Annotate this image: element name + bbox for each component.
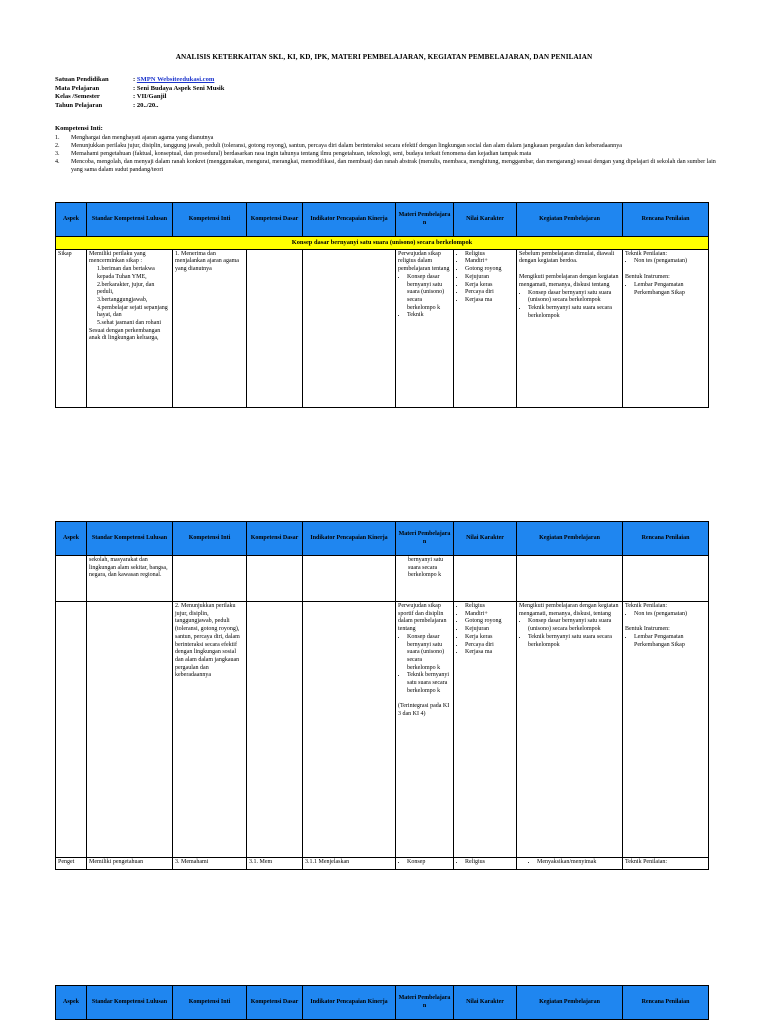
- col-header-penilaian: Rencana Penilaian: [623, 986, 709, 1020]
- identity-row: [55, 93, 224, 102]
- cell-ki: 3. Memahami: [173, 858, 247, 870]
- identity-row: Satuan Pendidikan : SMPN Websiteedukasi.com: [55, 76, 215, 83]
- cell-penilaian: [623, 556, 709, 602]
- col-header-penilaian: Rencana Penilaian: [623, 203, 709, 237]
- col-header-ipk: Indikator Pencapaian Kinerja: [303, 522, 396, 556]
- col-header-kd: Kompetensi Dasar: [247, 986, 303, 1020]
- identity-row: [55, 102, 224, 111]
- table-header-row: [56, 986, 709, 1020]
- col-header-penilaian: Rencana Penilaian: [623, 522, 709, 556]
- col-header-nilai: Nilai Karakter: [454, 522, 517, 556]
- cell-ipk: [303, 556, 396, 602]
- analysis-table-1: [55, 202, 709, 408]
- cell-kd: [247, 602, 303, 858]
- topic-band: Konsep dasar bernyanyi satu suara (unisono) secara berkelompok: [56, 237, 709, 250]
- col-header-kd: Kompetensi Dasar: [247, 522, 303, 556]
- identity-value: : Seni Budaya Aspek Seni Musik: [133, 84, 225, 92]
- col-header-materi: Materi Pembelajara n: [396, 522, 454, 556]
- identity-value: : 20../20..: [133, 102, 159, 110]
- cell-nilai: • Religius • Mandiri+ • Gotong royong • Kejujuran • Kerja keras • Percaya diri • Kerjasa ma: [454, 602, 517, 858]
- document-title: ANALISIS KETERKAITAN SKL, KI, KD, IPK, MATERI PEMBELAJARAN, KEGIATAN PEMBELAJARAN, DAN PENILAIAN: [175, 53, 593, 61]
- ki-item: 2. Menunjukkan perilaku jujur, disiplin, tanggung jawab, peduli (toleransi, gotong royong), santun, percaya diri dalam berinteraksi secara efektif dengan lingkungan social dan alam dalam jangkauan pergaulan dan keberadaannya: [55, 143, 622, 149]
- cell-kegiatan: Sebelum pembelajaran dimulai, diawali dengan kegiatan berdoa. Mengikuti pembelajaran dengan kegiatan mengamati, menanya, diskusi tentang • Konsep dasar bernyanyi satu suara (unisono) secara berkelompok • Teknik bernyanyi satu suara secara berkelompok: [517, 249, 623, 407]
- cell-materi: Perwujudan sikap sportif dan disiplin dalam pembelajaran tentang • Konsep dasar bernyanyi satu suara (unisono) secara berkelompo k • Teknik bernyanyi satu suara secara berkelompo k (Terintegrasi pada KI 3 dan KI 4): [396, 602, 454, 858]
- identity-key: Mata Pelajaran: [55, 84, 100, 92]
- topic-band-row: [56, 237, 709, 250]
- cell-ipk: [303, 249, 396, 407]
- cell-skl: Memiliki perilaku yang mencerminkan sikap : 1.beriman dan bertakwa kepada Tuhan YME, 2.berkarakter, jujur, dan peduli, 3.bertanggungjawab, 4.pembelajar sejati sepanjang hayat, dan 5.sehat jasmani dan rohani Sesuai dengan perkembangan anak di lingkungan keluarga,: [87, 249, 173, 407]
- cell-penilaian: Teknik Penilaian:: [623, 858, 709, 870]
- col-header-materi: Materi Pembelajara n: [396, 203, 454, 237]
- table-header-row: [56, 522, 709, 556]
- identity-row: [55, 85, 224, 94]
- col-header-skl: Standar Kompetensi Lulusan: [87, 986, 173, 1020]
- identity-key: Kelas /Semester: [55, 93, 100, 101]
- identity-key: Tahun Pelajaran: [55, 102, 103, 110]
- col-header-kd: Kompetensi Dasar: [247, 203, 303, 237]
- table-row: [56, 602, 709, 858]
- ki-list: [55, 134, 727, 174]
- cell-ki: 1. Menerima dan menjalankan ajaran agama yang dianutnya: [173, 249, 247, 407]
- cell-penilaian: Teknik Penilaian: • Non tes (pengamatan) Bentuk Instrumen: • Lembar Pengamatan Perkembangan Sikap: [623, 249, 709, 407]
- cell-materi: Perwujudan sikap religius dalam pembelajaran tentang • Konsep dasar bernyanyi satu suara (unisono) secara berkelompo k • Teknik: [396, 249, 454, 407]
- col-header-skl: Standar Kompetensi Lulusan: [87, 203, 173, 237]
- identity-block: [55, 76, 224, 111]
- cell-materi: • Konsep: [396, 858, 454, 870]
- cell-kegiatan: [517, 556, 623, 602]
- col-header-materi: Materi Pembelajara n: [396, 986, 454, 1020]
- cell-aspek: [56, 556, 87, 602]
- col-header-nilai: Nilai Karakter: [454, 203, 517, 237]
- school-link[interactable]: SMPN Websiteedukasi.com: [136, 76, 215, 83]
- cell-penilaian: Teknik Penilaian: • Non tes (pengamatan) Bentuk Instrumen: • Lembar Pengamatan Perkembangan Sikap: [623, 602, 709, 858]
- ki-heading: Kompetensi Inti:: [55, 125, 103, 132]
- col-header-kegiatan: Kegiatan Pembelajaran: [517, 522, 623, 556]
- table-header-row: [56, 203, 709, 237]
- cell-aspek: Sikap: [56, 249, 87, 407]
- table-row: [56, 249, 709, 407]
- analysis-table-2: [55, 521, 709, 870]
- identity-key: Satuan Pendidikan: [55, 76, 109, 83]
- identity-value: : VII/Ganjil: [133, 93, 167, 101]
- ki-item: 1. Menghargai dan menghayati ajaran agama yang dianutnya: [55, 135, 214, 141]
- col-header-aspek: Aspek: [56, 203, 87, 237]
- cell-nilai: [454, 556, 517, 602]
- col-header-ipk: Indikator Pencapaian Kinerja: [303, 203, 396, 237]
- cell-skl: [87, 602, 173, 858]
- cell-ipk: [303, 602, 396, 858]
- col-header-nilai: Nilai Karakter: [454, 986, 517, 1020]
- cell-skl: Memiliki pengetahuan: [87, 858, 173, 870]
- cell-ipk: 3.1.1 Menjelaskan: [303, 858, 396, 870]
- cell-kd: 3.1. Mem: [247, 858, 303, 870]
- cell-kegiatan: Mengikuti pembelajaran dengan kegiatan mengamati, menanya, diskusi, tentang • Konsep dasar bernyanyi satu suara (unisono) secara berkelompok • Teknik bernyanyi satu suara secara berkelompok: [517, 602, 623, 858]
- cell-aspek: [56, 602, 87, 858]
- cell-ki: 2. Menunjukkan perilaku jujur, disiplin, tanggungjawab, peduli (toleransi, gotong royong), santun, percaya diri, dalam berinteraksi secara efektif dengan lingkungan sosial dan alam dalam jangkauan pergaulan dan keberadaannya: [173, 602, 247, 858]
- col-header-aspek: Aspek: [56, 986, 87, 1020]
- col-header-ipk: Indikator Pencapaian Kinerja: [303, 986, 396, 1020]
- cell-nilai: • Religius • Mandiri+ • Gotong royong • Kejujuran • Kerja keras • Percaya diri • Kerjasa ma: [454, 249, 517, 407]
- table-row: [56, 556, 709, 602]
- cell-kd: [247, 556, 303, 602]
- cell-kd: [247, 249, 303, 407]
- col-header-skl: Standar Kompetensi Lulusan: [87, 522, 173, 556]
- col-header-aspek: Aspek: [56, 522, 87, 556]
- cell-nilai: • Religius: [454, 858, 517, 870]
- col-header-ki: Kompetensi Inti: [173, 986, 247, 1020]
- col-header-ki: Kompetensi Inti: [173, 522, 247, 556]
- cell-kegiatan: • Menyaksikan/menyimak: [517, 858, 623, 870]
- col-header-kegiatan: Kegiatan Pembelajaran: [517, 203, 623, 237]
- col-header-ki: Kompetensi Inti: [173, 203, 247, 237]
- table-row: [56, 858, 709, 870]
- cell-materi: bernyanyi satu suara secara berkelompo k: [396, 556, 454, 602]
- cell-ki: [173, 556, 247, 602]
- ki-item: 3. Memahami pengetahuan (faktual, konseptual, dan prosedural) berdasarkan rasa ingin tahunya tentang ilmu pengetahuan, teknologi, seni, budaya terkait fenomena dan kejadian tampak mata: [55, 151, 532, 157]
- ki-item: 4. Mencoba, mengolah, dan menyaji dalam ranah konkret (menggunakan, mengurai, merangkai, memodifikasi, dan membuat) dan ranah abstrak (menulis, membaca, menghitung, menggambar, dan mengarang) sesuai dengan yang dipelajari di sekolah dan sumber lain yang sama dalam sudut pandang/teori: [55, 159, 716, 173]
- cell-skl: sekolah, masyarakat dan lingkungan alam sekitar, bangsa, negara, dan kawasan regional.: [87, 556, 173, 602]
- col-header-kegiatan: Kegiatan Pembelajaran: [517, 986, 623, 1020]
- cell-aspek: Penget: [56, 858, 87, 870]
- analysis-table-3: [55, 985, 709, 1020]
